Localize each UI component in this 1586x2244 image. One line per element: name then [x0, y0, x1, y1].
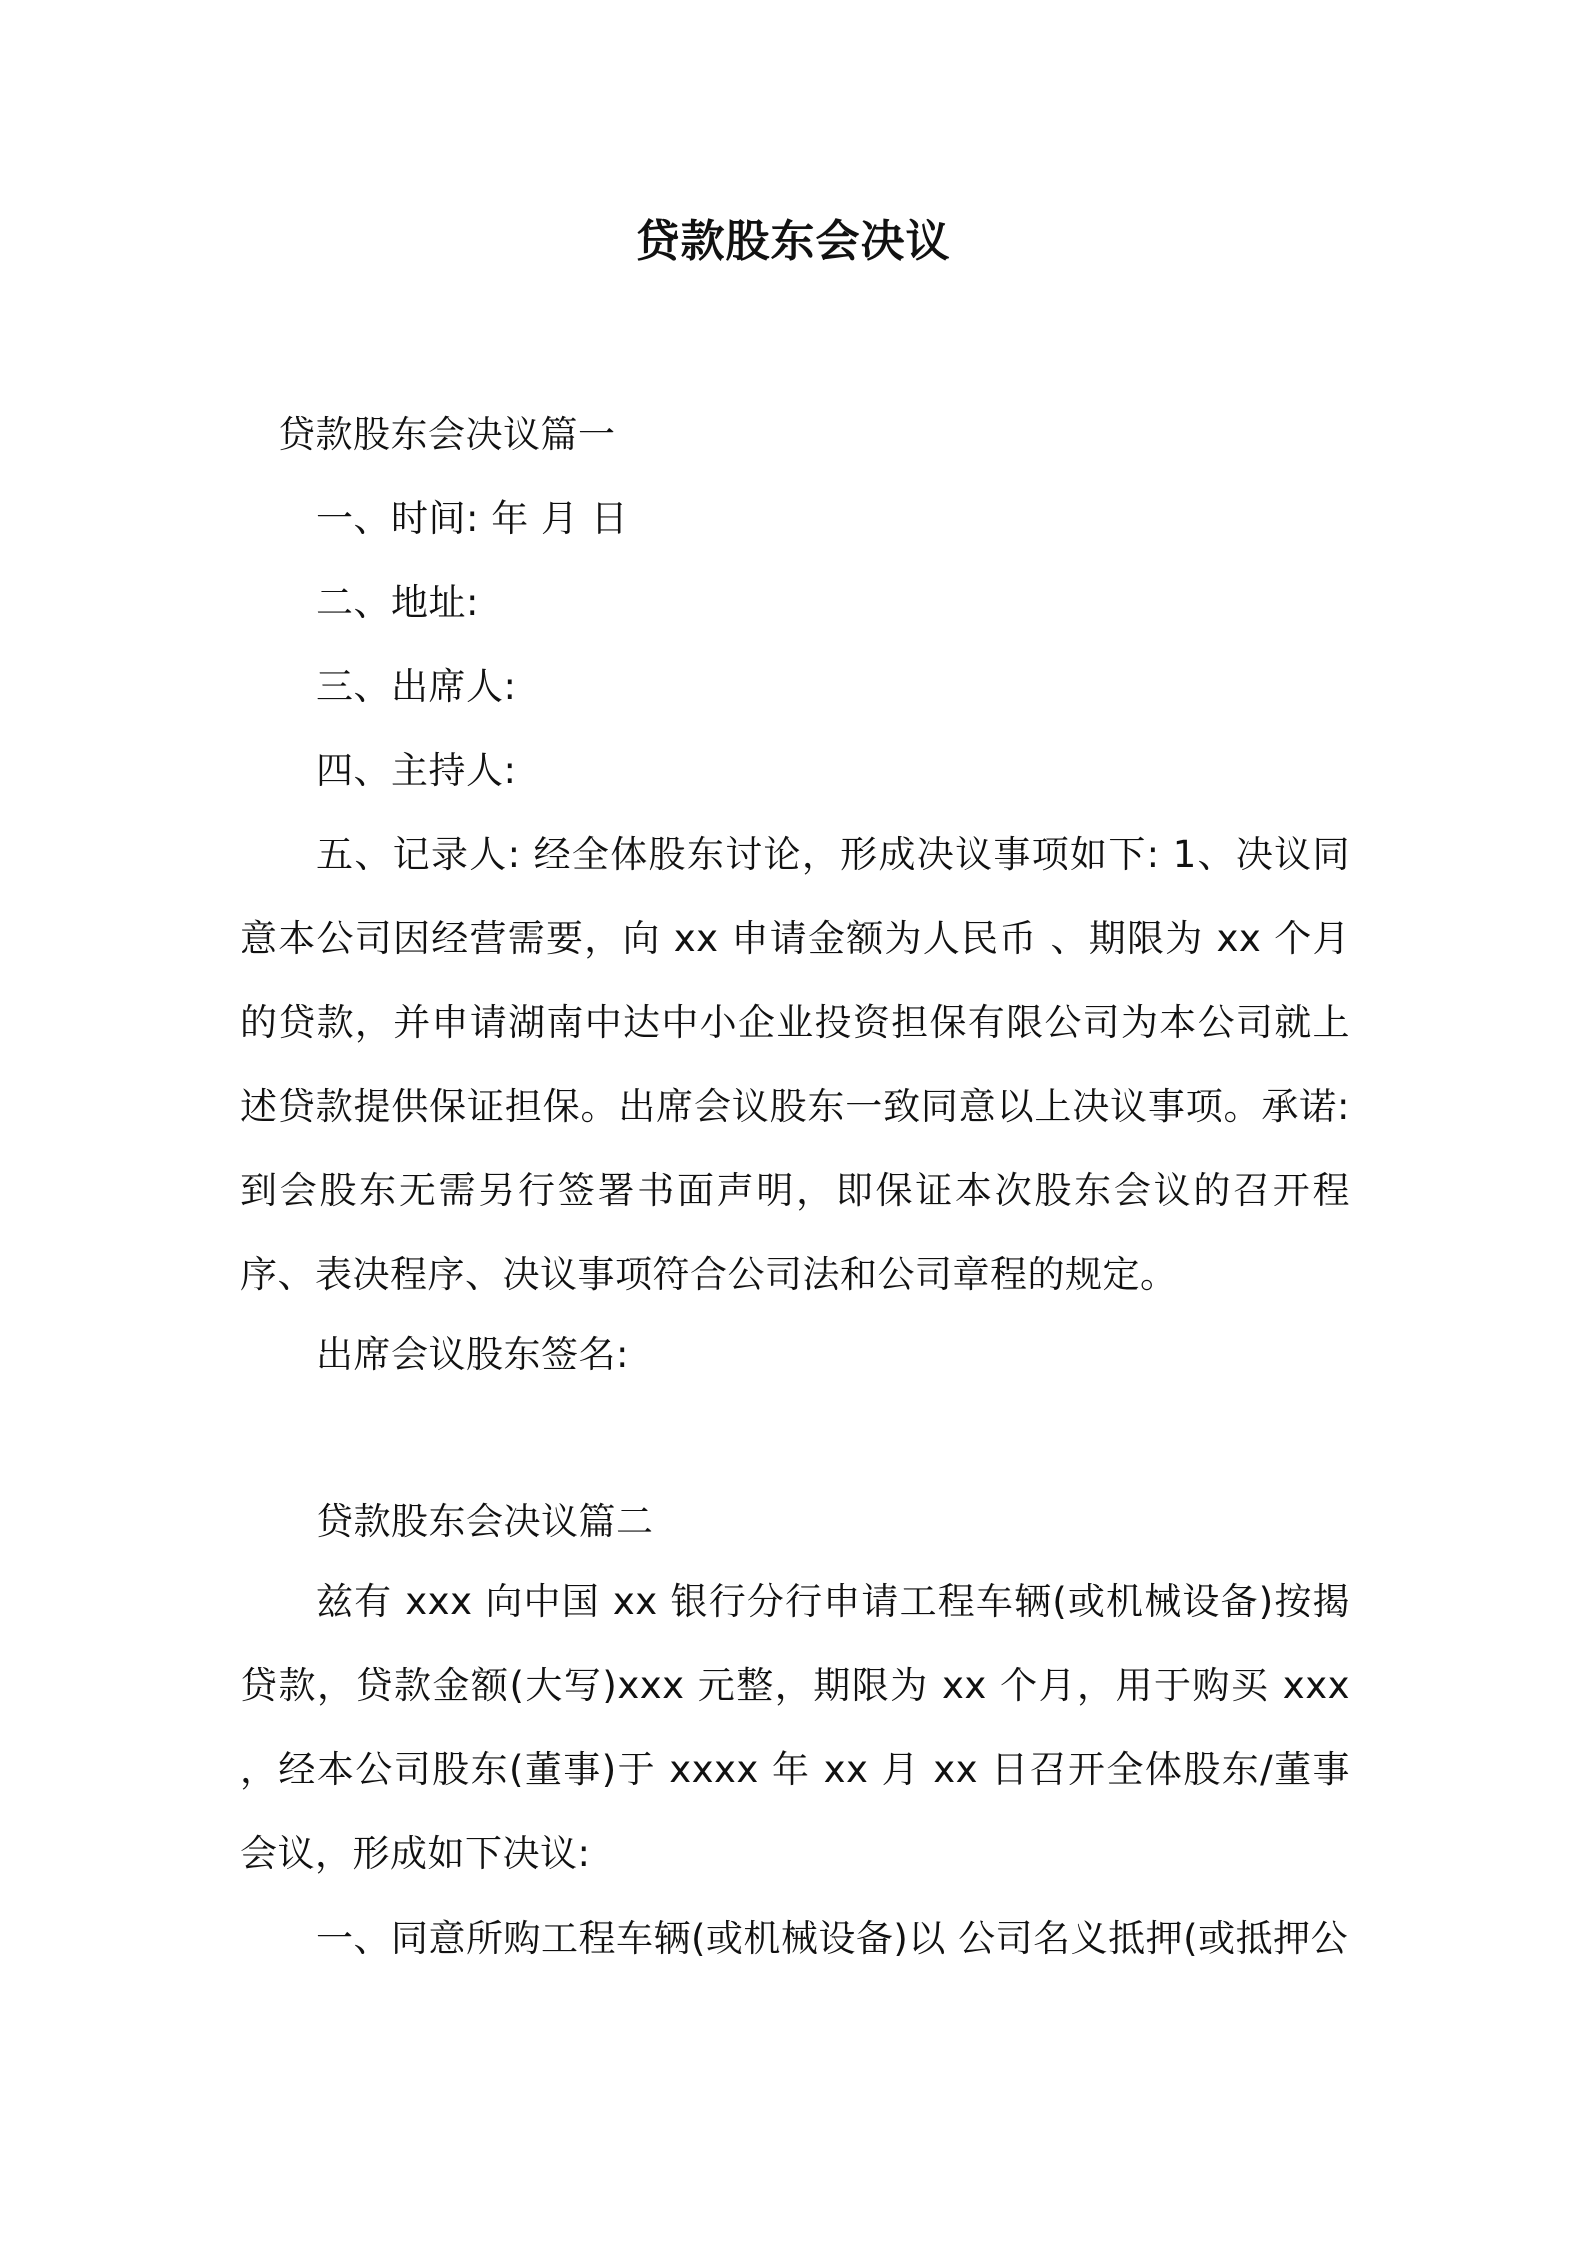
section1-item-host: 四、主持人: [316, 749, 517, 792]
section1-resolution-paragraph: 五、记录人: 经全体股东讨论，形成决议事项如下: 1、决议同意本公司因经营需要，向 xx 申请金额为人民币 、期限为 xx 个月的贷款，并申请湖南中达中小企业投资担保有限公司为本公司就上述贷款提供保证担保。出席会议股东一致同意以上决议事项。承诺: 到会股东无需另行签署书面声明，即保证本次股东会议的召开程序、表决程序、决议事项符合公司法和公司章程的规定。 [240, 833, 1350, 1296]
section1-signature-line: 出席会议股东签名: [316, 1333, 629, 1376]
section1-item-attendees: 三、出席人: [316, 665, 517, 708]
section2-item-1: 一、同意所购工程车辆(或机械设备)以 公司名义抵押(或抵押公 [316, 1917, 1349, 1960]
document-title: 贷款股东会决议 [635, 216, 951, 267]
section2-intro-paragraph: 兹有 xxx 向中国 xx 银行分行申请工程车辆(或机械设备)按揭贷款，贷款金额(大写)xxx 元整，期限为 xx 个月，用于购买 xxx ，经本公司股东(董事)于 xxxx 年 xx 月 xx 日召开全体股东/董事会议，形成如下决议: [240, 1580, 1350, 1875]
section1-item-time: 一、时间: 年 月 日 [316, 497, 629, 540]
section1-item-address: 二、地址: [316, 581, 479, 624]
section1-heading: 贷款股东会决议篇一 [278, 413, 616, 456]
section2-heading: 贷款股东会决议篇二 [316, 1500, 654, 1543]
